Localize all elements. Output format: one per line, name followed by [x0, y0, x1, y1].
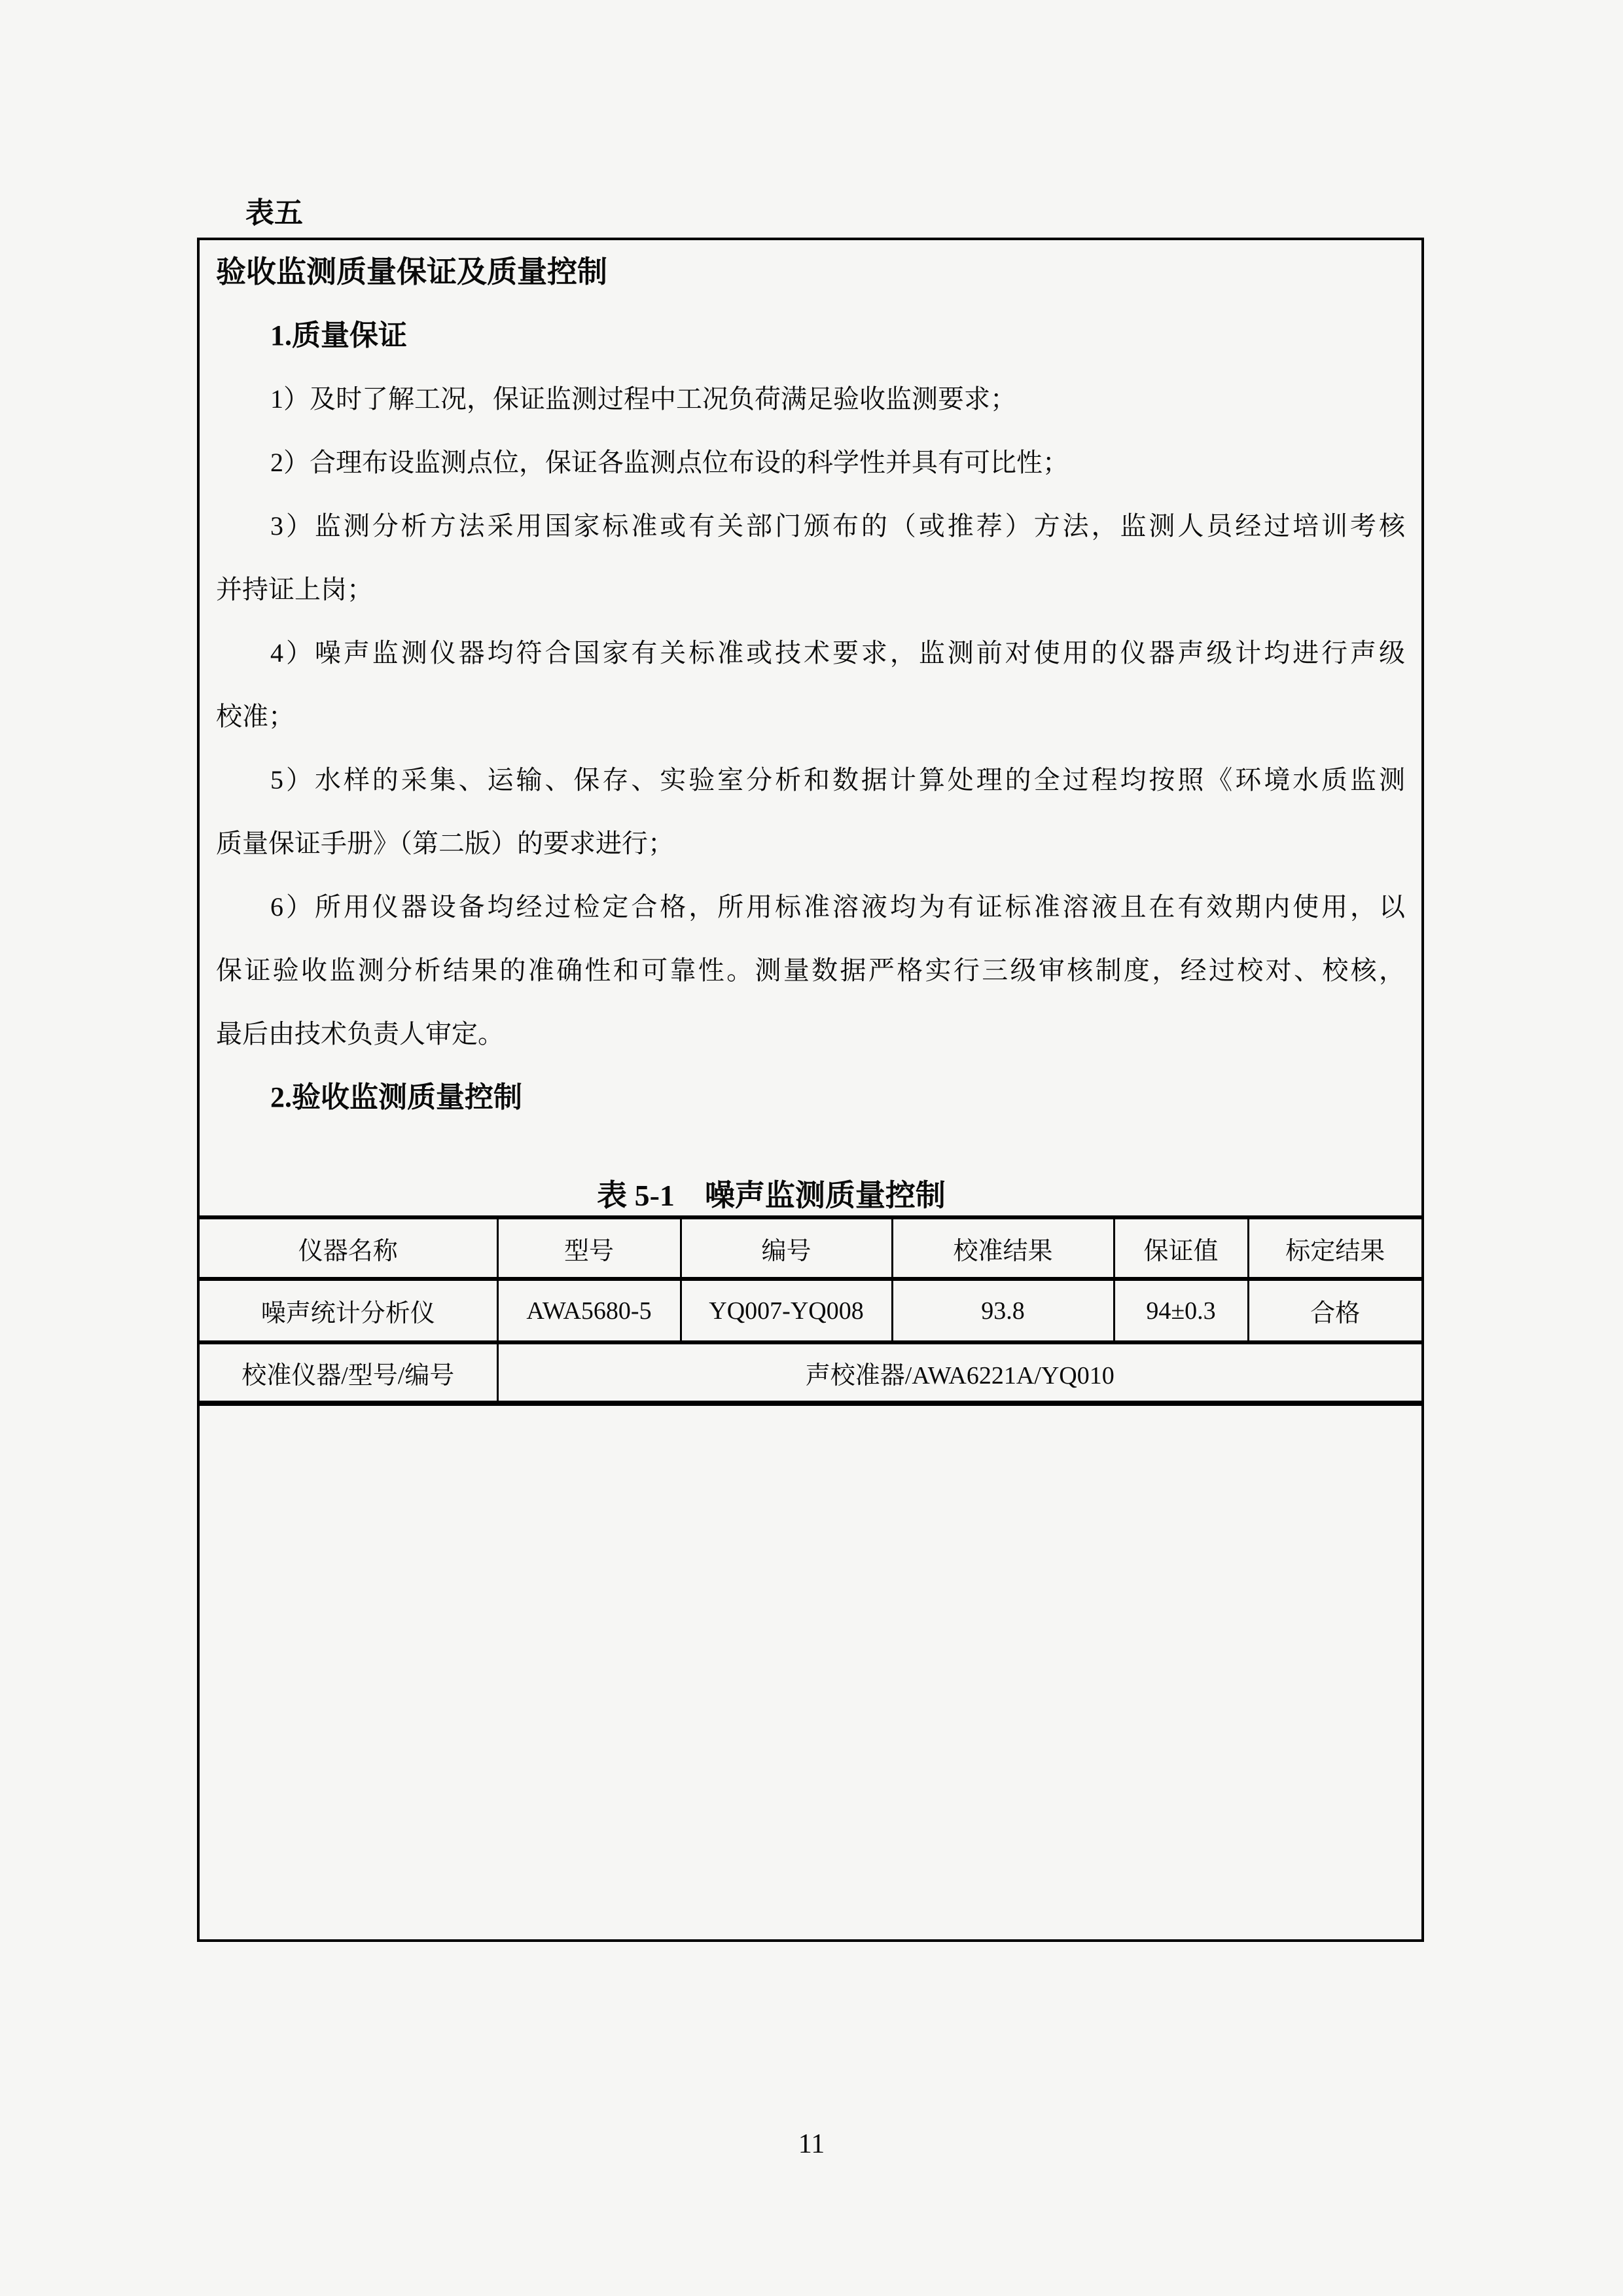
box-inner: [200, 240, 1421, 1215]
cell-guaranteed-value: 94±0.3: [1114, 1279, 1248, 1342]
cell-calibration-result: 93.8: [892, 1279, 1114, 1342]
page-number: 11: [798, 2129, 825, 2159]
header-instrument-name: 仪器名称: [200, 1217, 497, 1279]
paragraph-line: 4）噪声监测仪器均符合国家有关标准或技术要求，监测前对使用的仪器声级计均进行声级: [270, 638, 1405, 668]
paragraph-line: 质量保证手册》（第二版）的要求进行；: [216, 829, 674, 858]
paragraph-line: 最后由技术负责人审定。: [216, 1019, 504, 1049]
cell-calibrator-value: 声校准器/AWA6221A/YQ010: [497, 1342, 1421, 1403]
content-box: [197, 238, 1424, 1942]
paragraph-line: 保证验收监测分析结果的准确性和可靠性。测量数据严格实行三级审核制度，经过校对、校核，: [216, 956, 1405, 985]
paragraph-line: 2）合理布设监测点位，保证各监测点位布设的科学性并具有可比性；: [270, 448, 1069, 477]
box-title: 验收监测质量保证及质量控制: [216, 255, 607, 289]
table-caption: [216, 1176, 1405, 1215]
paragraph-line: 校准；: [216, 702, 294, 731]
section-heading-1: 1.质量保证: [270, 319, 407, 351]
header-model: 型号: [497, 1217, 681, 1279]
cell-model: AWA5680-5: [497, 1279, 681, 1342]
paragraph-line: 并持证上岗；: [216, 575, 373, 604]
table-caption-title: 噪声监测质量控制: [704, 1179, 946, 1212]
header-guaranteed-value: 保证值: [1114, 1217, 1248, 1279]
table-row: [200, 1279, 1421, 1342]
section-heading-2: 2.验收监测质量控制: [270, 1081, 522, 1113]
cell-calibrator-label: 校准仪器/型号/编号: [241, 1361, 455, 1390]
qc-table: [200, 1215, 1421, 1406]
header-calibration-result: 校准结果: [892, 1217, 1114, 1279]
table-footer-row: [200, 1342, 1421, 1403]
paragraph-line: 1）及时了解工况，保证监测过程中工况负荷满足验收监测要求；: [270, 384, 1016, 414]
paragraph-line: 3）监测分析方法采用国家标准或有关部门颁布的（或推荐）方法，监测人员经过培训考核: [270, 511, 1405, 541]
paragraph-line: 6）所用仪器设备均经过检定合格，所用标准溶液均为有证标准溶液且在有效期内使用，以: [270, 892, 1405, 922]
header-serial: 编号: [681, 1217, 892, 1279]
cell-serial: YQ007-YQ008: [681, 1279, 892, 1342]
paragraph-line: 5）水样的采集、运输、保存、实验室分析和数据计算处理的全过程均按照《环境水质监测: [270, 765, 1405, 795]
document-tag: 表五: [245, 197, 303, 229]
cell-rating-result: 合格: [1248, 1279, 1421, 1342]
header-rating-result: 标定结果: [1248, 1217, 1421, 1279]
cell-instrument-name: 噪声统计分析仪: [200, 1279, 497, 1342]
table-caption-label: 表 5-1: [597, 1179, 675, 1212]
table-header-row: [200, 1217, 1421, 1279]
